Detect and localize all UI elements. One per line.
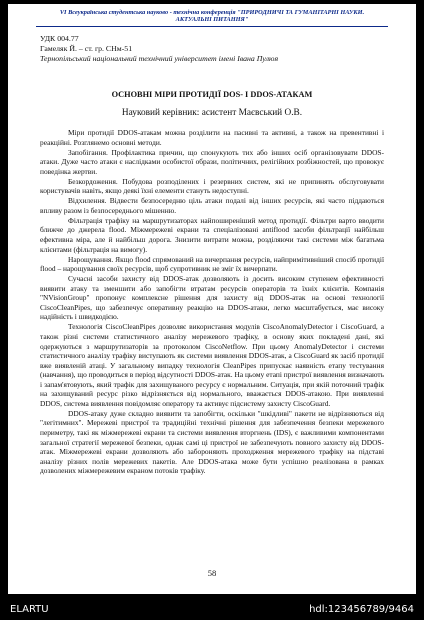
page-number: 58 (207, 568, 217, 578)
paragraph: Нарощування. Якщо flood спрямований на вичерпання ресурсів, найпримітивніший спосіб протидії flood – нарощування своїх ресурсів, щоб супротивник не зміг їх вичерпати. (40, 254, 384, 274)
author-line: Гамеляк Й. – ст. гр. СНм-51 (40, 44, 133, 53)
paragraph: DDOS-атаку дуже складно виявити та запобігти, оскільки "шкідливі" пакети не відрізняються від "легітимних". Мережеві пристрої та традиційні технічні рішення для забезпечення безпеки мережевого периметру, такі як міжмережеві екрани та системи виявлення вторгнень (IDS), є важливими компонентами загальної стратегії мережевої безпеки, однак самі ці пристрої не забезпечують повного захисту від DDOS-атак. Міжмережеві екрани дозволяють або забороняють проходження мережевого трафіку на підставі аналізу різних полів мережевих пакетів. Але DDOS-атака може бути успішно реалізована в рамках дозволених міжмережевим екраном потоків трафіку. (40, 408, 384, 476)
paragraph: Технологія CiscoCleanPipes дозволяє використання модулів CiscoAnomalyDetector і CiscoGuard, а також різні системи статистичного аналізу мережевого трафіку, в основу яких покладені дані, які одержуються з маршрутизаторів за протоколом CiscoNetflow. При цьому AnomalyDetector і системи статистичного аналізу трафіку виступають як системи виявлення DDOS-атак, а CiscoGuard як засіб протидії вже виявленій атаці. У загальному випадку технологія CleanPipes припускає наявність етапу тестування (навчання), що проводиться в період відсутності DDOS-атак. На цьому етапі пристрої виявлення визначають і запам'ятовують, який трафік для захищуваного ресурсу є нормальним. Ситуація, при якій поточний трафік на захищуваний ресурс різко відрізняється від нормального, вважається DDOS-атакою. При виявленні DDOS, система виявлення повідомляє оператору та активує підсистему захисту CiscoGuard. (40, 322, 384, 408)
paragraph: Фільтрація трафіку на маршрутизаторах найпоширеніший метод протидії. Фільтри варто вводити ближче до джерела flood. Міжмережеві екрани та спеціалізовані antiflood засоби фільтрації найбільш ефективна міра, але й найбільш дорога. Знизити витрати можна, розділяючи такі системи між багатьма клієнтами (фільтрація на вимогу). (40, 215, 384, 254)
article-body (40, 128, 384, 476)
paragraph: Запобігання. Профілактика причин, що спонукують тих або інших осіб організовувати DDOS-атаки. Дуже часто атаки є наслідками особистої образи, політичних, релігійних розбіжностей, що провокує поведінка жертви. (40, 147, 384, 176)
paragraph: Міри протидії DDOS-атакам можна розділити на пасивні та активні, а також на превентивні і реакційні. Розглянемо основні методи. (40, 128, 384, 147)
document-page (8, 4, 416, 594)
repository-label: ELARTU (10, 604, 49, 615)
handle-identifier: hdl:123456789/9464 (309, 604, 414, 615)
header-divider (36, 26, 388, 27)
conference-header-line-1: VI Всеукраїнська студентська науково - технічна конференція "ПРИРОДНИЧІ ТА ГУМАНІТАРНІ НАУКИ. (59, 9, 365, 16)
paragraph: Відхилення. Відвести безпосередню ціль атаки подалі від інших ресурсів, які часто піддаються впливу разом із безпосереднього мішенню. (40, 196, 384, 215)
institution-line: Тернопільський національний технічний університет імені Івана Пулюя (40, 54, 279, 63)
paragraph: Сучасні засоби захисту від DDOS-атак дозволяють із досить високим ступенем ефективності виявити атаку та зменшити або запобігти втратам ресурсів операторів та їхніх клієнтів. Компанія "NVisionGroup" пропонує комплексне рішення для захисту від DDOS-атак на основі технології CiscoCleanPipes, що забезпечує оперативну реакцію на DDOS-атаки, легко масштабується, має високу надійність і швидкодією. (40, 274, 384, 322)
conference-header-line-2: АКТУАЛЬНІ ПИТАННЯ" (175, 16, 249, 24)
udc-code: УДК 004.77 (40, 34, 79, 43)
scientific-supervisor: Науковий керівник: асистент Маєвський О.В. (121, 108, 303, 118)
paragraph: Безкордоження. Побудова розподілених і резервних систем, які не припинять обслуговувати користувачів навіть, якщо деякі їхні елементи стануть недоступні. (40, 176, 384, 196)
article-title: ОСНОВНІ МІРИ ПРОТИДІЇ DOS- І DDOS-АТАКАМ (111, 90, 313, 99)
conference-header (36, 9, 388, 24)
